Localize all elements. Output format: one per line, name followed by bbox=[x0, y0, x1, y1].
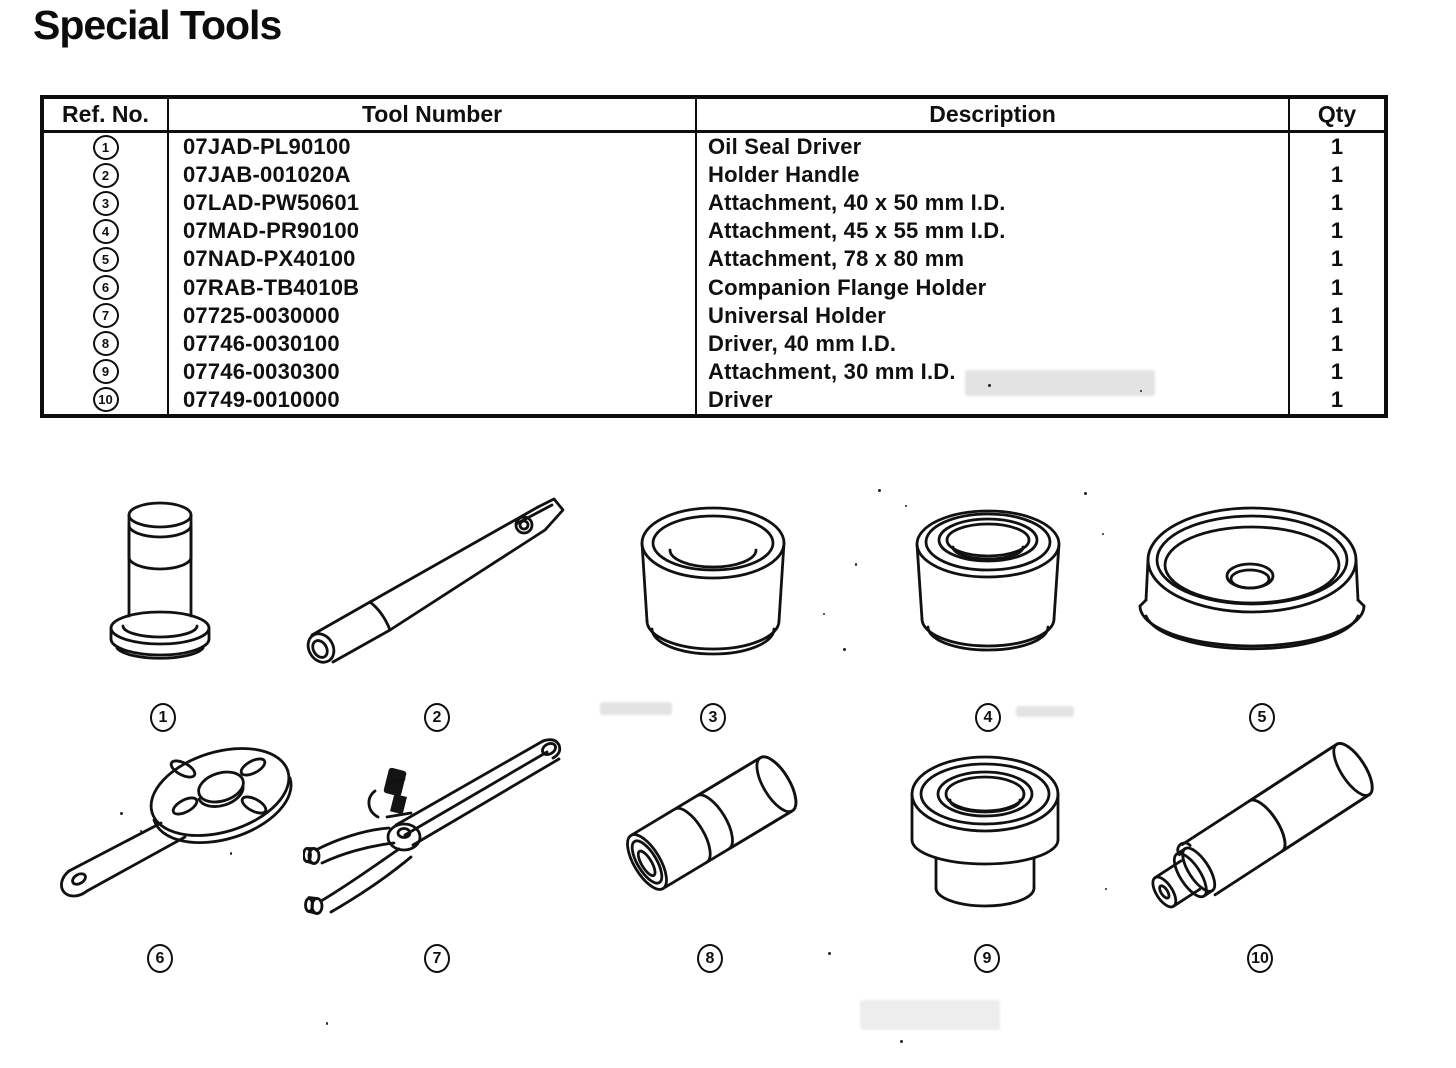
scan-speck bbox=[230, 852, 232, 855]
ref-badge: 4 bbox=[93, 219, 119, 244]
description-cell: Attachment, 40 x 50 mm I.D. bbox=[697, 189, 1290, 217]
universal-holder-figure bbox=[303, 733, 568, 928]
driver-40mm-figure bbox=[602, 746, 817, 916]
tool-number-cell: 07725-0030000 bbox=[169, 302, 697, 330]
table-row bbox=[44, 217, 1384, 245]
driver-figure bbox=[1132, 732, 1422, 922]
page-title: Special Tools bbox=[33, 2, 282, 48]
scan-speck bbox=[855, 563, 857, 566]
tool-number-cell: 07NAD-PX40100 bbox=[169, 245, 697, 273]
qty-cell: 1 bbox=[1330, 162, 1344, 188]
description-cell: Oil Seal Driver bbox=[697, 133, 1290, 161]
scan-speck bbox=[1102, 533, 1104, 535]
description-cell: Driver, 40 mm I.D. bbox=[697, 330, 1290, 358]
special-tools-table bbox=[40, 95, 1388, 418]
qty-cell: 1 bbox=[1330, 246, 1344, 272]
description-cell: Universal Holder bbox=[697, 302, 1290, 330]
qty-cell: 1 bbox=[1330, 386, 1344, 412]
ref-badge: 3 bbox=[93, 191, 119, 216]
description-cell: Attachment, 78 x 80 mm bbox=[697, 245, 1290, 273]
tool-number-cell: 07JAB-001020A bbox=[169, 161, 697, 189]
tool-number-cell: 07JAD-PL90100 bbox=[169, 133, 697, 161]
tool-number-cell: 07749-0010000 bbox=[169, 386, 697, 414]
qty-cell: 1 bbox=[1330, 190, 1344, 216]
scan-speck bbox=[988, 384, 991, 387]
header-qty: Qty bbox=[1317, 101, 1357, 127]
tool-number-cell: 07RAB-TB4010B bbox=[169, 273, 697, 301]
callout-7: 7 bbox=[424, 944, 450, 973]
scan-speck bbox=[905, 505, 907, 507]
callout-4: 4 bbox=[975, 703, 1001, 732]
table-row bbox=[44, 386, 1384, 414]
qty-cell: 1 bbox=[1330, 274, 1344, 300]
ref-badge: 5 bbox=[93, 247, 119, 272]
qty-cell: 1 bbox=[1330, 218, 1344, 244]
scan-speck bbox=[823, 613, 825, 615]
callout-5: 5 bbox=[1249, 703, 1275, 732]
table-header-row bbox=[44, 99, 1384, 133]
callout-3: 3 bbox=[700, 703, 726, 732]
table-row bbox=[44, 245, 1384, 273]
tool-number-cell: 07746-0030300 bbox=[169, 358, 697, 386]
scan-smudge bbox=[965, 370, 1155, 396]
scan-smudge bbox=[600, 702, 672, 715]
ref-badge: 8 bbox=[93, 331, 119, 356]
callout-6: 6 bbox=[147, 944, 173, 973]
header-ref-no: Ref. No. bbox=[44, 99, 169, 130]
description-cell: Companion Flange Holder bbox=[697, 273, 1290, 301]
oil-seal-driver-figure bbox=[105, 498, 215, 673]
qty-cell: 1 bbox=[1330, 358, 1344, 384]
ref-badge: 2 bbox=[93, 163, 119, 188]
description-cell: Driver bbox=[697, 386, 1290, 414]
companion-flange-holder-figure bbox=[25, 733, 297, 915]
scan-speck bbox=[843, 648, 846, 651]
qty-cell: 1 bbox=[1330, 302, 1344, 328]
table-row bbox=[44, 358, 1384, 386]
callout-10: 10 bbox=[1247, 944, 1273, 973]
header-description: Description bbox=[697, 99, 1290, 130]
attachment-30mm-figure bbox=[905, 748, 1065, 915]
attachment-45x55-figure bbox=[908, 500, 1068, 665]
attachment-40x50-figure bbox=[633, 500, 793, 670]
scan-speck bbox=[900, 1040, 903, 1043]
table-row bbox=[44, 189, 1384, 217]
scan-speck bbox=[1084, 492, 1087, 495]
tool-number-cell: 07MAD-PR90100 bbox=[169, 217, 697, 245]
description-cell: Attachment, 45 x 55 mm I.D. bbox=[697, 217, 1290, 245]
ref-badge: 1 bbox=[93, 135, 119, 160]
tool-number-cell: 07LAD-PW50601 bbox=[169, 189, 697, 217]
table-row bbox=[44, 133, 1384, 161]
header-tool-number: Tool Number bbox=[169, 99, 697, 130]
table-row bbox=[44, 161, 1384, 189]
callout-1: 1 bbox=[150, 703, 176, 732]
attachment-78x80-figure bbox=[1138, 488, 1368, 688]
scan-speck bbox=[1140, 390, 1142, 392]
table-row bbox=[44, 302, 1384, 330]
description-cell: Attachment, 30 mm I.D. bbox=[697, 358, 1290, 386]
scan-smudge bbox=[860, 1000, 1000, 1030]
tool-number-cell: 07746-0030100 bbox=[169, 330, 697, 358]
description-cell: Holder Handle bbox=[697, 161, 1290, 189]
scan-speck bbox=[326, 1022, 328, 1025]
holder-handle-figure bbox=[300, 496, 570, 668]
table-row bbox=[44, 330, 1384, 358]
scan-smudge bbox=[1016, 706, 1074, 717]
callout-9: 9 bbox=[974, 944, 1000, 973]
ref-badge: 6 bbox=[93, 275, 119, 300]
ref-badge: 7 bbox=[93, 303, 119, 328]
ref-badge: 10 bbox=[93, 387, 119, 412]
qty-cell: 1 bbox=[1330, 134, 1344, 160]
callout-8: 8 bbox=[697, 944, 723, 973]
scan-speck bbox=[120, 812, 123, 815]
ref-badge: 9 bbox=[93, 359, 119, 384]
scan-speck bbox=[878, 489, 881, 492]
callout-2: 2 bbox=[424, 703, 450, 732]
table-row bbox=[44, 273, 1384, 301]
scan-speck bbox=[828, 952, 831, 955]
scan-speck bbox=[140, 830, 142, 832]
scan-speck bbox=[1105, 888, 1107, 890]
qty-cell: 1 bbox=[1330, 330, 1344, 356]
